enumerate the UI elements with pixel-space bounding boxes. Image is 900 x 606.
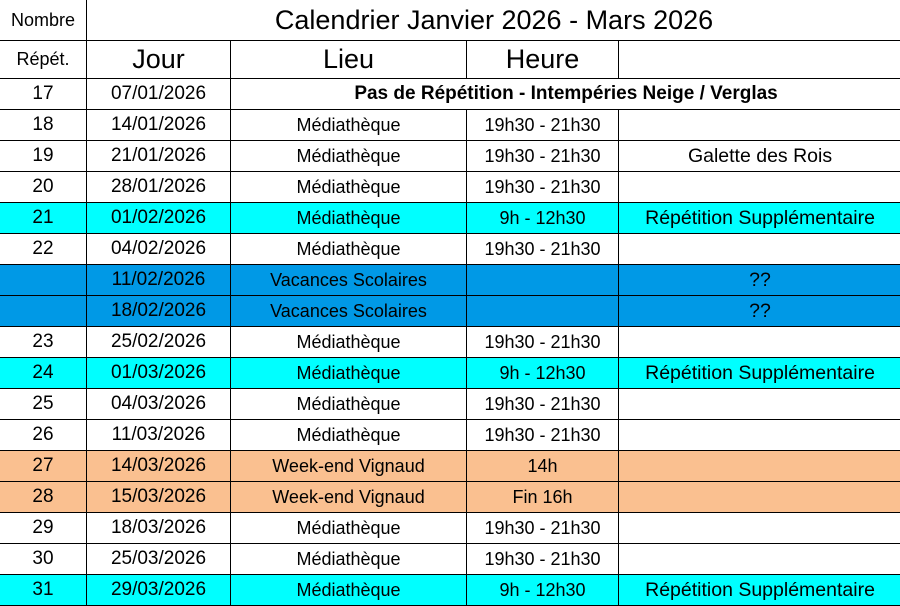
time-cell: 19h30 - 21h30 xyxy=(467,141,619,172)
note-cell xyxy=(619,513,900,544)
table-row xyxy=(0,110,900,141)
note-cell xyxy=(619,451,900,482)
time-cell: 19h30 - 21h30 xyxy=(467,234,619,265)
date-cell: 18/03/2026 xyxy=(87,513,231,544)
note-cell xyxy=(619,544,900,575)
date-cell: 01/02/2026 xyxy=(87,203,231,234)
date-cell: 11/03/2026 xyxy=(87,420,231,451)
time-cell xyxy=(467,265,619,296)
note-cell: ?? xyxy=(619,296,900,327)
date-cell: 14/01/2026 xyxy=(87,110,231,141)
header-nombre: Nombre xyxy=(0,0,87,41)
table-row xyxy=(0,451,900,482)
time-cell: 9h - 12h30 xyxy=(467,575,619,606)
note-cell xyxy=(619,389,900,420)
table-row xyxy=(0,234,900,265)
time-cell: 19h30 - 21h30 xyxy=(467,110,619,141)
table-row xyxy=(0,327,900,358)
note-cell xyxy=(619,420,900,451)
rehearsal-number: 26 xyxy=(0,420,87,451)
date-cell: 14/03/2026 xyxy=(87,451,231,482)
time-cell: 19h30 - 21h30 xyxy=(467,544,619,575)
date-cell: 04/03/2026 xyxy=(87,389,231,420)
table-row xyxy=(0,203,900,234)
column-header-heure: Heure xyxy=(467,41,619,79)
rehearsal-number: 28 xyxy=(0,482,87,513)
location-cell: Médiathèque xyxy=(231,110,467,141)
note-cell xyxy=(619,110,900,141)
table-row xyxy=(0,544,900,575)
time-cell: 19h30 - 21h30 xyxy=(467,513,619,544)
location-cell: Week-end Vignaud xyxy=(231,451,467,482)
date-cell: 28/01/2026 xyxy=(87,172,231,203)
rehearsal-number: 23 xyxy=(0,327,87,358)
time-cell xyxy=(467,296,619,327)
column-header-row xyxy=(0,41,900,79)
table-row xyxy=(0,265,900,296)
rehearsal-number xyxy=(0,265,87,296)
rehearsal-number: 21 xyxy=(0,203,87,234)
location-cell: Médiathèque xyxy=(231,172,467,203)
rehearsal-number: 19 xyxy=(0,141,87,172)
location-cell: Médiathèque xyxy=(231,358,467,389)
location-cell: Week-end Vignaud xyxy=(231,482,467,513)
date-cell: 25/02/2026 xyxy=(87,327,231,358)
column-header-note xyxy=(619,41,900,79)
rehearsal-number: 24 xyxy=(0,358,87,389)
date-cell: 15/03/2026 xyxy=(87,482,231,513)
rehearsal-number xyxy=(0,296,87,327)
location-cell: Médiathèque xyxy=(231,513,467,544)
note-cell: Répétition Supplémentaire xyxy=(619,358,900,389)
time-cell: 19h30 - 21h30 xyxy=(467,172,619,203)
location-cell: Médiathèque xyxy=(231,575,467,606)
table-row xyxy=(0,172,900,203)
title-row xyxy=(0,0,900,41)
table-row xyxy=(0,482,900,513)
time-cell: 19h30 - 21h30 xyxy=(467,327,619,358)
rehearsal-number: 22 xyxy=(0,234,87,265)
time-cell: 9h - 12h30 xyxy=(467,203,619,234)
date-cell: 18/02/2026 xyxy=(87,296,231,327)
note-cell: ?? xyxy=(619,265,900,296)
time-cell: Fin 16h xyxy=(467,482,619,513)
column-header-jour: Jour xyxy=(87,41,231,79)
location-cell: Médiathèque xyxy=(231,389,467,420)
cancellation-note: Pas de Répétition - Intempéries Neige / Verglas xyxy=(231,79,900,110)
rehearsal-number: 29 xyxy=(0,513,87,544)
time-cell: 19h30 - 21h30 xyxy=(467,389,619,420)
location-cell: Vacances Scolaires xyxy=(231,296,467,327)
table-row xyxy=(0,79,900,110)
rehearsal-number: 18 xyxy=(0,110,87,141)
table-row xyxy=(0,358,900,389)
rehearsal-number: 30 xyxy=(0,544,87,575)
date-cell: 29/03/2026 xyxy=(87,575,231,606)
note-cell: Répétition Supplémentaire xyxy=(619,203,900,234)
date-cell: 04/02/2026 xyxy=(87,234,231,265)
date-cell: 21/01/2026 xyxy=(87,141,231,172)
date-cell: 11/02/2026 xyxy=(87,265,231,296)
note-cell xyxy=(619,482,900,513)
location-cell: Médiathèque xyxy=(231,420,467,451)
time-cell: 14h xyxy=(467,451,619,482)
note-cell: Galette des Rois xyxy=(619,141,900,172)
table-row xyxy=(0,141,900,172)
location-cell: Médiathèque xyxy=(231,234,467,265)
table-row xyxy=(0,389,900,420)
time-cell: 9h - 12h30 xyxy=(467,358,619,389)
date-cell: 01/03/2026 xyxy=(87,358,231,389)
rehearsal-number: 20 xyxy=(0,172,87,203)
table-row xyxy=(0,575,900,606)
rehearsal-number: 17 xyxy=(0,79,87,110)
note-cell xyxy=(619,234,900,265)
table-row xyxy=(0,420,900,451)
calendar-title: Calendrier Janvier 2026 - Mars 2026 xyxy=(87,0,900,41)
location-cell: Médiathèque xyxy=(231,327,467,358)
note-cell xyxy=(619,172,900,203)
rehearsal-number: 27 xyxy=(0,451,87,482)
location-cell: Médiathèque xyxy=(231,141,467,172)
location-cell: Médiathèque xyxy=(231,203,467,234)
note-cell xyxy=(619,327,900,358)
header-repet: Répét. xyxy=(0,41,87,79)
rehearsal-number: 25 xyxy=(0,389,87,420)
location-cell: Vacances Scolaires xyxy=(231,265,467,296)
table-row xyxy=(0,296,900,327)
table-row xyxy=(0,513,900,544)
column-header-lieu: Lieu xyxy=(231,41,467,79)
time-cell: 19h30 - 21h30 xyxy=(467,420,619,451)
location-cell: Médiathèque xyxy=(231,544,467,575)
date-cell: 07/01/2026 xyxy=(87,79,231,110)
note-cell: Répétition Supplémentaire xyxy=(619,575,900,606)
rehearsal-number: 31 xyxy=(0,575,87,606)
date-cell: 25/03/2026 xyxy=(87,544,231,575)
